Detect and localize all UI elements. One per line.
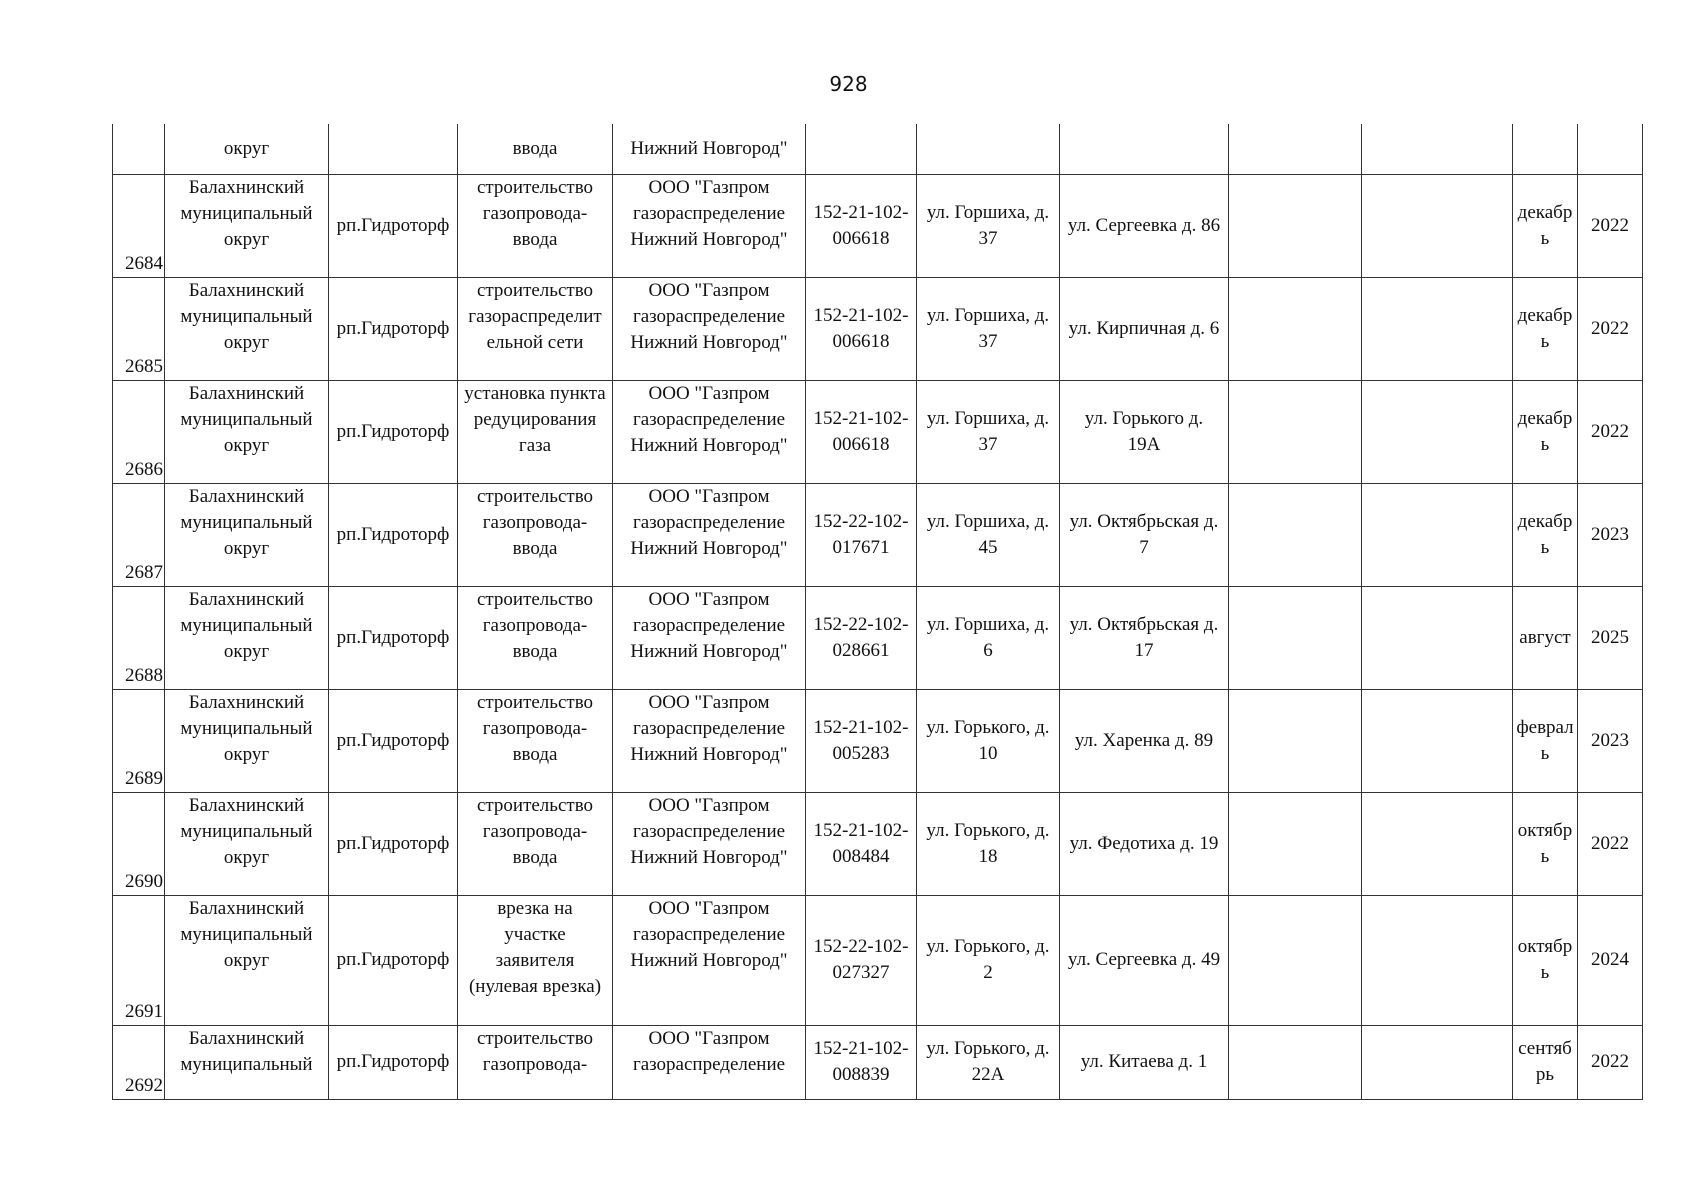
- cell-organization-line: газораспределение: [632, 614, 786, 636]
- cell-district-line: округ: [223, 537, 270, 559]
- cell-code: [806, 1025, 917, 1099]
- cell-organization-line: ООО "Газпром: [648, 176, 770, 198]
- cell-address: [1060, 483, 1229, 586]
- cell-year: 2022: [1578, 380, 1643, 483]
- cell-work: [458, 174, 613, 277]
- cell-code: [806, 483, 917, 586]
- cell-organization: [613, 277, 806, 380]
- cell-month-line: ь: [1540, 433, 1550, 455]
- cell-work-line: заявителя: [495, 949, 575, 971]
- table-row: [113, 895, 1643, 1025]
- cell-work: [458, 380, 613, 483]
- cell-work: [458, 586, 613, 689]
- cell-work-line: газопровода-: [482, 717, 588, 739]
- cell-code: [806, 380, 917, 483]
- cell-district-line: Балахнинский: [188, 279, 305, 301]
- cell-num: 2684: [113, 174, 165, 277]
- cell-organization-line: ООО "Газпром: [648, 485, 770, 507]
- cell-district: [165, 792, 329, 895]
- cell-organization-line: газораспределение: [632, 1053, 786, 1075]
- cell-address-line: ул. Горького д.: [1084, 407, 1204, 429]
- cell-organization: [613, 792, 806, 895]
- cell-month: [1513, 895, 1578, 1025]
- cell-organization: [613, 174, 806, 277]
- cell-code-line: 152-21-102-: [813, 1038, 909, 1059]
- cell-district-line: Балахнинский: [188, 1027, 305, 1049]
- cell-district: [165, 277, 329, 380]
- cell-code-line: 152-22-102-: [813, 613, 909, 635]
- cell-num: 2691: [113, 895, 165, 1025]
- cell-work-line: ввода: [512, 228, 558, 250]
- cell-district-line: округ: [223, 743, 270, 765]
- cell-source: [917, 483, 1060, 586]
- cell-organization-line: газораспределение: [632, 511, 786, 533]
- cell-code-line: 006618: [832, 433, 890, 455]
- cell-district-line: муниципальный: [180, 717, 313, 739]
- cell-num: 2690: [113, 792, 165, 895]
- cell-work-line: врезка на: [497, 897, 573, 919]
- cell-district: [165, 895, 329, 1025]
- cell-district-line: муниципальный: [180, 1053, 313, 1075]
- cell-district-line: муниципальный: [180, 408, 313, 430]
- cell-work-line: газопровода-: [482, 1053, 588, 1075]
- cell-address: [1060, 380, 1229, 483]
- cell-num: 2685: [113, 277, 165, 380]
- cell-work-line: строительство: [476, 176, 594, 198]
- cell-organization-line: Нижний Новгород": [630, 949, 788, 971]
- cell-source-line: ул. Горького, д.: [926, 819, 1050, 841]
- table-row: [113, 380, 1643, 483]
- cell-month-line: ь: [1540, 227, 1550, 249]
- cell-month-line: декабр: [1517, 201, 1573, 223]
- cell-source-line: 45: [978, 536, 998, 558]
- cell-code: [806, 689, 917, 792]
- cell-source-line: 37: [978, 433, 998, 455]
- cell-code-line: 152-22-102-: [813, 510, 909, 532]
- cell-empty-2: [1362, 792, 1513, 895]
- cell-district-line: округ: [223, 434, 270, 456]
- cell-source-line: ул. Горького, д.: [926, 936, 1050, 957]
- cell-settlement: рп.Гидроторф: [329, 792, 458, 895]
- cell-year: 2022: [1578, 792, 1643, 895]
- cell-work-line: участке: [504, 923, 566, 945]
- cell-month-line: ь: [1540, 962, 1550, 983]
- cell-work-line: (нулевая врезка): [468, 975, 602, 997]
- cell-source-line: ул. Горшиха, д.: [926, 407, 1050, 429]
- cell-year: 2022: [1578, 277, 1643, 380]
- cell-source-line: 6: [983, 639, 993, 661]
- cell-address: [1060, 277, 1229, 380]
- cell-address: [1060, 792, 1229, 895]
- cell-month-line: декабр: [1517, 407, 1573, 429]
- table-row: [113, 277, 1643, 380]
- cell-code-line: 008839: [832, 1064, 890, 1085]
- cell-month-line: август: [1519, 626, 1571, 648]
- cell-source-line: ул. Горшиха, д.: [926, 201, 1050, 223]
- cell-work: [458, 792, 613, 895]
- cell-month-line: ь: [1540, 742, 1550, 764]
- cell-source-line: 37: [978, 330, 998, 352]
- cell-code: [806, 174, 917, 277]
- cell-empty-1: [1229, 483, 1362, 586]
- cell-work-line: строительство: [476, 588, 594, 610]
- cell-month: [1513, 1025, 1578, 1099]
- cell-organization-line: газораспределение: [632, 202, 786, 224]
- cell-year: 2022: [1578, 174, 1643, 277]
- cell-work-line: ввода: [512, 640, 558, 662]
- cell-organization-line: ООО "Газпром: [648, 897, 770, 919]
- cell-organization-line: ООО "Газпром: [648, 279, 770, 301]
- cell-organization: [613, 380, 806, 483]
- cell-organization-line: Нижний Новгород": [630, 537, 788, 559]
- cell-source-line: ул. Горького, д.: [926, 716, 1050, 738]
- cell-code-line: 152-21-102-: [813, 819, 909, 841]
- cell-address-line: ул. Октябрьская д.: [1069, 510, 1219, 532]
- cell-empty-2: [1362, 174, 1513, 277]
- cell-organization: [613, 483, 806, 586]
- cell-address-line: 7: [1139, 536, 1149, 558]
- cell-district-line: муниципальный: [180, 614, 313, 636]
- cell-district: [165, 1025, 329, 1099]
- cell-district: [165, 689, 329, 792]
- cell-work: ввода: [458, 124, 613, 174]
- cell-organization: [613, 1025, 806, 1099]
- cell-address-line: ул. Сергеевка д. 49: [1067, 949, 1221, 970]
- cell-month-line: рь: [1535, 1064, 1555, 1085]
- cell-organization: [613, 689, 806, 792]
- cell-district-line: Балахнинский: [188, 588, 305, 610]
- table-body: [113, 124, 1643, 1099]
- cell-source-line: ул. Горшиха, д.: [926, 510, 1050, 532]
- cell-address: [1060, 124, 1229, 174]
- cell-address: [1060, 689, 1229, 792]
- cell-code-line: 005283: [832, 742, 890, 764]
- cell-year: [1578, 124, 1643, 174]
- cell-district-line: округ: [223, 228, 270, 250]
- cell-address: [1060, 895, 1229, 1025]
- cell-empty-2: [1362, 895, 1513, 1025]
- cell-source-line: 22А: [971, 1064, 1005, 1085]
- cell-settlement: рп.Гидроторф: [329, 1025, 458, 1099]
- cell-work-line: строительство: [476, 794, 594, 816]
- cell-settlement: [329, 124, 458, 174]
- cell-district-line: Балахнинский: [188, 794, 305, 816]
- cell-num: 2692: [113, 1025, 165, 1099]
- cell-code-line: 152-21-102-: [813, 407, 909, 429]
- cell-empty-2: [1362, 483, 1513, 586]
- cell-organization-line: ООО "Газпром: [648, 691, 770, 713]
- cell-district-line: муниципальный: [180, 511, 313, 533]
- cell-settlement: рп.Гидроторф: [329, 174, 458, 277]
- cell-district-line: муниципальный: [180, 820, 313, 842]
- table-row-continued: [113, 124, 1643, 174]
- cell-code: [806, 124, 917, 174]
- cell-code: [806, 895, 917, 1025]
- cell-address-line: ул. Кирпичная д. 6: [1068, 317, 1220, 339]
- cell-work-line: строительство: [476, 1027, 594, 1049]
- cell-district-line: Балахнинский: [188, 382, 305, 404]
- cell-empty-1: [1229, 792, 1362, 895]
- cell-source: [917, 792, 1060, 895]
- cell-source-line: 37: [978, 227, 998, 249]
- cell-code-line: 152-21-102-: [813, 304, 909, 326]
- cell-code: [806, 792, 917, 895]
- cell-work-line: установка пункта: [464, 382, 606, 404]
- cell-district-line: Балахнинский: [188, 897, 305, 919]
- cell-work-line: редуцирования: [473, 408, 597, 430]
- cell-organization-line: Нижний Новгород": [630, 434, 788, 456]
- cell-work-line: газа: [518, 434, 552, 456]
- cell-work: [458, 483, 613, 586]
- cell-empty-2: [1362, 586, 1513, 689]
- cell-code-line: 152-21-102-: [813, 201, 909, 223]
- cell-organization-line: Нижний Новгород": [630, 743, 788, 765]
- cell-address-line: ул. Харенка д. 89: [1074, 729, 1214, 751]
- cell-district-line: муниципальный: [180, 202, 313, 224]
- cell-district: округ: [165, 124, 329, 174]
- cell-code-line: 006618: [832, 227, 890, 249]
- cell-organization-line: Нижний Новгород": [630, 640, 788, 662]
- cell-empty-1: [1229, 689, 1362, 792]
- cell-month: [1513, 689, 1578, 792]
- cell-organization-line: газораспределение: [632, 717, 786, 739]
- cell-month-line: сентяб: [1518, 1038, 1572, 1059]
- cell-work-line: строительство: [476, 691, 594, 713]
- cell-district-line: Балахнинский: [188, 176, 305, 198]
- cell-district-line: Балахнинский: [188, 485, 305, 507]
- cell-source: [917, 124, 1060, 174]
- cell-work-line: газопровода-: [482, 511, 588, 533]
- cell-source-line: 10: [978, 742, 998, 764]
- cell-organization-line: ООО "Газпром: [648, 794, 770, 816]
- cell-work-line: газораспределит: [468, 305, 602, 327]
- cell-month-line: октябр: [1517, 819, 1573, 841]
- cell-organization: [613, 586, 806, 689]
- cell-work: [458, 895, 613, 1025]
- cell-work-line: газопровода-: [482, 820, 588, 842]
- cell-organization: [613, 895, 806, 1025]
- cell-organization-line: ООО "Газпром: [648, 382, 770, 404]
- cell-num: 2689: [113, 689, 165, 792]
- cell-district-line: муниципальный: [180, 923, 313, 945]
- cell-district-line: Балахнинский: [188, 691, 305, 713]
- cell-code-line: 152-22-102-: [813, 936, 909, 957]
- cell-address-line: 17: [1134, 639, 1154, 661]
- cell-settlement: рп.Гидроторф: [329, 483, 458, 586]
- table-row: [113, 483, 1643, 586]
- cell-source: [917, 689, 1060, 792]
- cell-code-line: 027327: [832, 962, 890, 983]
- cell-empty-1: [1229, 1025, 1362, 1099]
- cell-source-line: 2: [983, 962, 993, 983]
- cell-district-line: округ: [223, 640, 270, 662]
- cell-code-line: 152-21-102-: [813, 716, 909, 738]
- cell-district-line: округ: [223, 846, 270, 868]
- cell-month: [1513, 483, 1578, 586]
- cell-organization-line: Нижний Новгород": [630, 846, 788, 868]
- cell-work-line: ельной сети: [486, 331, 584, 353]
- cell-year: 2023: [1578, 689, 1643, 792]
- cell-district-line: муниципальный: [180, 305, 313, 327]
- cell-empty-1: [1229, 380, 1362, 483]
- cell-district: [165, 483, 329, 586]
- cell-organization-line: ООО "Газпром: [648, 1027, 770, 1049]
- cell-code-line: 028661: [832, 639, 890, 661]
- cell-address-line: ул. Сергеевка д. 86: [1067, 214, 1221, 236]
- cell-empty-2: [1362, 1025, 1513, 1099]
- cell-month-line: декабр: [1517, 304, 1573, 326]
- cell-month: [1513, 174, 1578, 277]
- cell-work-line: газопровода-: [482, 202, 588, 224]
- cell-month: [1513, 792, 1578, 895]
- cell-num: 2688: [113, 586, 165, 689]
- table-row: [113, 586, 1643, 689]
- cell-settlement: рп.Гидроторф: [329, 895, 458, 1025]
- cell-code: [806, 277, 917, 380]
- cell-empty-2: [1362, 124, 1513, 174]
- cell-address-line: ул. Федотиха д. 19: [1069, 832, 1219, 854]
- cell-month-line: ь: [1540, 536, 1550, 558]
- cell-num: 2687: [113, 483, 165, 586]
- cell-address-line: ул. Октябрьская д.: [1069, 613, 1219, 635]
- cell-empty-1: [1229, 277, 1362, 380]
- cell-month-line: ь: [1540, 330, 1550, 352]
- cell-organization-line: ООО "Газпром: [648, 588, 770, 610]
- cell-code-line: 017671: [832, 536, 890, 558]
- cell-settlement: рп.Гидроторф: [329, 277, 458, 380]
- cell-empty-1: [1229, 124, 1362, 174]
- cell-empty-2: [1362, 380, 1513, 483]
- cell-source-line: ул. Горшиха, д.: [926, 613, 1050, 635]
- cell-work-line: газопровода-: [482, 614, 588, 636]
- cell-code-line: 006618: [832, 330, 890, 352]
- cell-settlement: рп.Гидроторф: [329, 586, 458, 689]
- cell-num: [113, 124, 165, 174]
- cell-month: [1513, 380, 1578, 483]
- cell-month-line: декабр: [1517, 510, 1573, 532]
- cell-district: [165, 174, 329, 277]
- cell-month-line: ь: [1540, 845, 1550, 867]
- cell-empty-1: [1229, 586, 1362, 689]
- cell-work: [458, 689, 613, 792]
- cell-month-line: феврал: [1516, 716, 1574, 738]
- cell-organization-line: газораспределение: [632, 305, 786, 327]
- cell-organization-line: газораспределение: [632, 820, 786, 842]
- cell-settlement: рп.Гидроторф: [329, 380, 458, 483]
- cell-organization: Нижний Новгород": [613, 124, 806, 174]
- cell-year: 2025: [1578, 586, 1643, 689]
- table-row: [113, 174, 1643, 277]
- gas-connection-table: [112, 124, 1643, 1100]
- cell-code-line: 008484: [832, 845, 890, 867]
- cell-address: [1060, 586, 1229, 689]
- cell-settlement: рп.Гидроторф: [329, 689, 458, 792]
- cell-work-line: ввода: [512, 743, 558, 765]
- cell-source: [917, 277, 1060, 380]
- cell-source: [917, 174, 1060, 277]
- cell-district: [165, 586, 329, 689]
- cell-source-line: ул. Горького, д.: [926, 1038, 1050, 1059]
- cell-work-line: ввода: [512, 846, 558, 868]
- cell-address-line: ул. Китаева д. 1: [1080, 1051, 1208, 1072]
- cell-source-line: 18: [978, 845, 998, 867]
- cell-month-line: октябр: [1517, 936, 1573, 957]
- table-row: [113, 792, 1643, 895]
- cell-source: [917, 1025, 1060, 1099]
- cell-source: [917, 380, 1060, 483]
- cell-address: [1060, 1025, 1229, 1099]
- cell-empty-1: [1229, 174, 1362, 277]
- cell-year: 2024: [1578, 895, 1643, 1025]
- cell-source-line: ул. Горшиха, д.: [926, 304, 1050, 326]
- cell-district-line: округ: [223, 331, 270, 353]
- cell-empty-2: [1362, 277, 1513, 380]
- cell-work-line: ввода: [512, 537, 558, 559]
- cell-work: [458, 277, 613, 380]
- cell-code: [806, 586, 917, 689]
- cell-organization-line: газораспределение: [632, 408, 786, 430]
- table-row: [113, 689, 1643, 792]
- cell-empty-1: [1229, 895, 1362, 1025]
- cell-district: [165, 380, 329, 483]
- page-number: 928: [829, 72, 868, 96]
- table-row: [113, 1025, 1643, 1099]
- cell-organization-line: Нижний Новгород": [630, 228, 788, 250]
- cell-num: 2686: [113, 380, 165, 483]
- cell-source: [917, 586, 1060, 689]
- cell-work: [458, 1025, 613, 1099]
- cell-month: [1513, 277, 1578, 380]
- cell-year: 2023: [1578, 483, 1643, 586]
- cell-month: [1513, 124, 1578, 174]
- cell-empty-2: [1362, 689, 1513, 792]
- cell-year: 2022: [1578, 1025, 1643, 1099]
- cell-month: [1513, 586, 1578, 689]
- cell-district-line: округ: [223, 949, 270, 971]
- cell-address: [1060, 174, 1229, 277]
- cell-work-line: строительство: [476, 279, 594, 301]
- cell-organization-line: Нижний Новгород": [630, 331, 788, 353]
- cell-organization-line: газораспределение: [632, 923, 786, 945]
- cell-address-line: 19А: [1127, 433, 1161, 455]
- cell-work-line: строительство: [476, 485, 594, 507]
- cell-source: [917, 895, 1060, 1025]
